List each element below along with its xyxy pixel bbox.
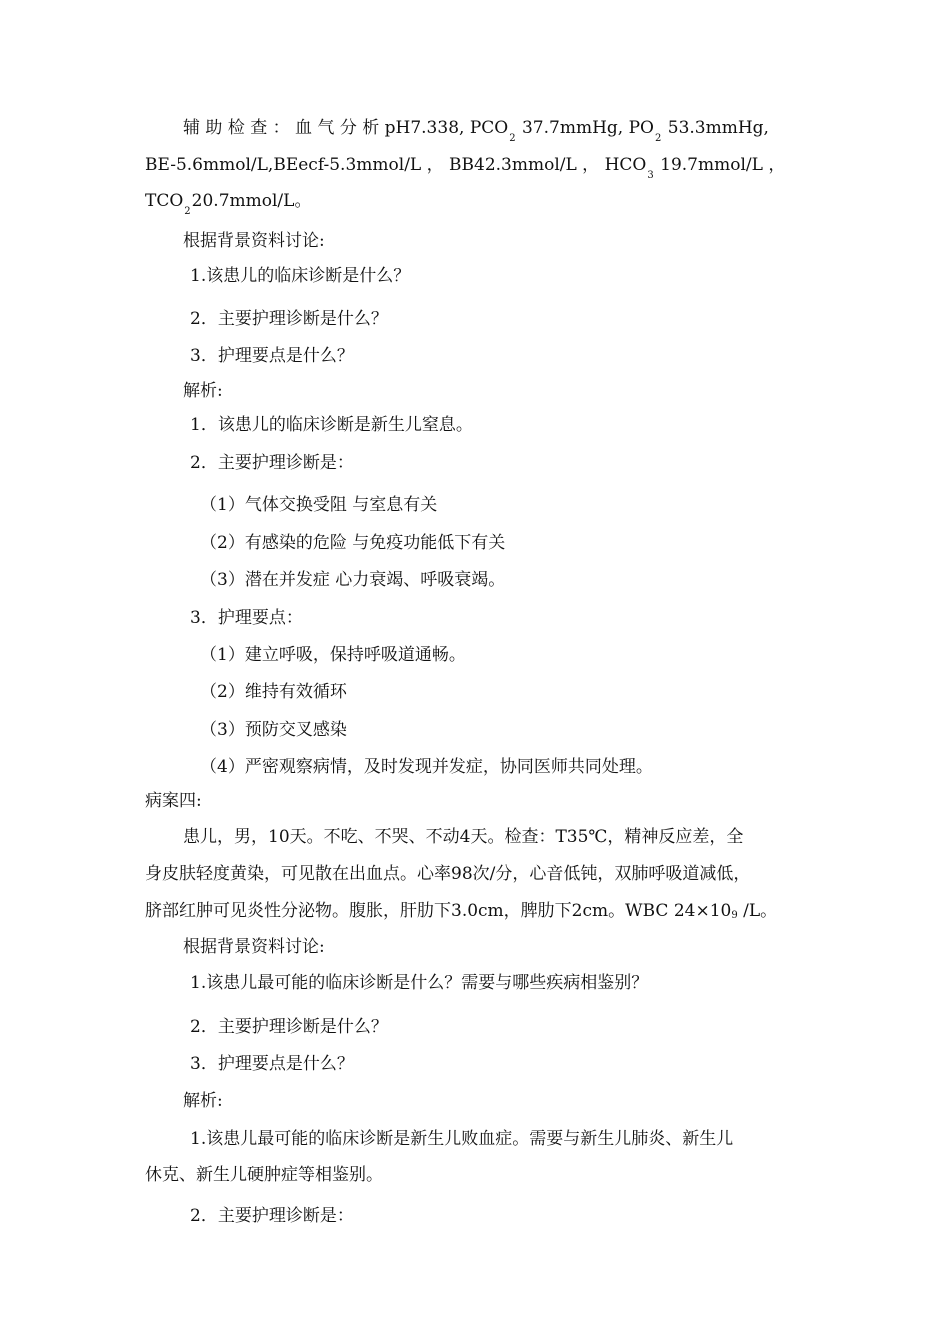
aux-exam-line-3 <box>145 190 311 215</box>
aux-exam-line-1 <box>183 117 769 142</box>
answer-1: 1．该患儿的临床诊断是新生儿窒息。 <box>190 415 473 435</box>
question-2: 2．主要护理诊断是什么？ <box>190 309 388 329</box>
aux-text: 20.7mmol/L。 <box>191 191 312 211</box>
subscript: 3 <box>647 170 654 181</box>
answer-2: 2．主要护理诊断是： <box>190 453 354 473</box>
answer-2-item: （2）有感染的危险 与免疫功能低下有关 <box>200 533 506 553</box>
subscript: 2 <box>654 133 662 144</box>
subscript: 2 <box>184 206 191 217</box>
answer-3-item: （1）建立呼吸，保持呼吸道通畅。 <box>200 645 466 665</box>
question-1: 1.该患儿的临床诊断是什么？ <box>190 266 411 286</box>
question-3: 3．护理要点是什么？ <box>190 346 354 366</box>
analysis-heading: 解析: <box>183 381 223 401</box>
case-paragraph-line <box>145 900 777 925</box>
answer-1-line: 休克、新生儿硬肿症等相鉴别。 <box>145 1165 383 1185</box>
aux-text: 19.7mmol/L ， <box>654 155 786 175</box>
answer-3: 3．护理要点： <box>190 608 303 628</box>
case-paragraph-line: 患儿，男，10天。不吃、不哭、不动4天。检查：T35℃，精神反应差，全 <box>183 827 744 847</box>
question-1: 1.该患儿最可能的临床诊断是什么？需要与哪些疾病相鉴别？ <box>190 973 649 993</box>
question-3: 3．护理要点是什么？ <box>190 1054 354 1074</box>
case-paragraph-line: 身皮肤轻度黄染，可见散在出血点。心率98次/分，心音低钝，双肺呼吸道减低， <box>145 864 751 884</box>
aux-text: 37.7mmHg, PO <box>516 118 654 138</box>
answer-3-item: （3）预防交叉感染 <box>200 720 347 740</box>
aux-text: 53.3mmHg, <box>662 118 769 138</box>
analysis-heading: 解析: <box>183 1091 223 1111</box>
superscript: 9 <box>731 910 738 921</box>
aux-text: BE-5.6mmol/L,BEecf-5.3mmol/L ， BB42.3mmol/L ， HCO <box>145 155 647 175</box>
aux-text: 辅 助 检 查 ： 血 气 分 析 pH7.338, PCO <box>183 118 509 138</box>
answer-1-line: 1.该患儿最可能的临床诊断是新生儿败血症。需要与新生儿肺炎、新生儿 <box>190 1129 734 1149</box>
case-text: /L。 <box>737 901 778 921</box>
subscript: 2 <box>509 133 516 144</box>
answer-2-item: （1）气体交换受阻 与室息有关 <box>200 495 438 515</box>
aux-exam-line-2 <box>145 154 785 179</box>
aux-text: TCO <box>145 191 184 211</box>
case-text: 脐部红肿可见炎性分泌物。腹胀，肝肋下3.0cm，脾肋下2cm。WBC 24×10 <box>145 901 732 921</box>
answer-2-item: （3）潜在并发症 心力衰竭、呼吸衰竭。 <box>200 570 506 590</box>
answer-3-item: （2）维持有效循环 <box>200 682 347 702</box>
question-2: 2．主要护理诊断是什么？ <box>190 1017 388 1037</box>
answer-2: 2．主要护理诊断是： <box>190 1206 354 1226</box>
discussion-heading: 根据背景资料讨论: <box>183 231 325 251</box>
case-title: 病案四: <box>145 791 202 811</box>
discussion-heading: 根据背景资料讨论: <box>183 937 325 957</box>
answer-3-item: （4）严密观察病情，及时发现并发症，协同医师共同处理。 <box>200 757 653 777</box>
